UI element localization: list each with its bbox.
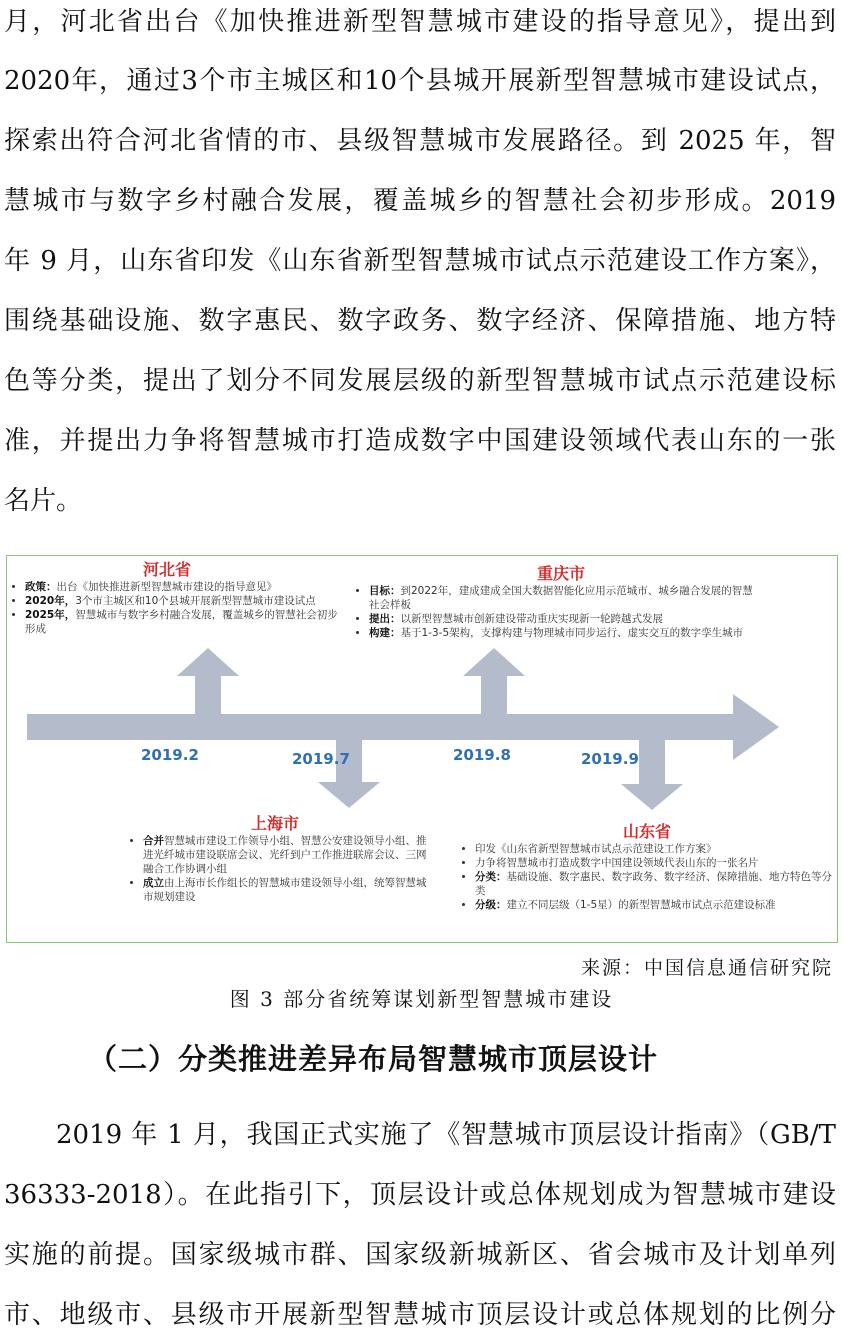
province-title: 重庆市 (537, 564, 586, 583)
up-arrow-hebei (177, 648, 239, 714)
date-label: 2019.2 (141, 746, 199, 764)
timeline-figure (6, 555, 838, 943)
text-line: 围绕基础设施、数字惠民、数字政务、数字经济、保障措施、地方特 (4, 306, 836, 336)
text-line: 色等分类，提出了划分不同发展层级的新型智慧城市试点示范建设标 (4, 366, 836, 396)
text-line: 探索出符合河北省情的市、县级智慧城市发展路径。到 2025 年，智 (4, 126, 836, 156)
list-item: • 分级：建立不同层级（1-5星）的新型智慧城市试点示范建设标准 (475, 898, 833, 912)
list-item: • 分类：基础设施、数字惠民、数字政务、数字经济、保障措施、地方特色等分类 (475, 870, 833, 898)
list-item: • 印发《山东省新型智慧城市试点示范建设工作方案》 (475, 842, 833, 856)
text-line: 2019 年 1 月，我国正式实施了《智慧城市顶层设计指南》（GB/T (56, 1120, 836, 1150)
province-title: 山东省 (623, 822, 672, 841)
up-arrow-chongqing (463, 648, 525, 714)
text-line: 市、地级市、县级市开展新型智慧城市顶层设计或总体规划的比例分 (4, 1300, 836, 1330)
date-label: 2019.8 (453, 746, 511, 764)
main-timeline-arrow (27, 694, 779, 760)
figure-caption: 图 3 部分省统筹谋划新型智慧城市建设 (229, 987, 614, 1011)
text-line: 2020年，通过3个市主城区和10个县城开展新型智慧城市建设试点， (4, 66, 836, 96)
list-item: • 成立由上海市长作组长的智慧城市建设领导小组，统筹智慧城市规划建设 (143, 876, 431, 904)
province-title: 上海市 (251, 814, 300, 833)
list-item: • 2020年，3个市主城区和10个县城开展新型智慧城市建设试点 (25, 594, 343, 608)
list-item: • 2025年，智慧城市与数字乡村融合发展，覆盖城乡的智慧社会初步形成 (25, 608, 343, 636)
list-item: • 目标：到2022年，建成建成全国大数据智能化应用示范城市、城乡融合发展的智慧社会样板 (369, 584, 762, 612)
hebei-box (13, 560, 343, 636)
list-item: • 政策：出台《加快推进新型智慧城市建设的指导意见》 (25, 580, 343, 594)
section-heading: （二）分类推进差异布局智慧城市顶层设计 (88, 1042, 659, 1076)
chongqing-box (357, 564, 762, 640)
text-line: 实施的前提。国家级城市群、国家级新城新区、省会城市及计划单列 (4, 1240, 836, 1270)
shandong-box (463, 822, 833, 912)
text-line: 名片。 (4, 486, 83, 516)
date-label: 2019.9 (581, 750, 639, 768)
date-label: 2019.7 (292, 750, 350, 768)
figure-source: 来源：中国信息通信研究院 (580, 957, 833, 979)
list-item: • 构建：基于1-3-5架构，支撑构建与物理城市同步运行、虚实交互的数字孪生城市 (369, 626, 762, 640)
text-line: 年 9 月，山东省印发《山东省新型智慧城市试点示范建设工作方案》， (4, 246, 836, 276)
list-item: • 提出：以新型智慧城市创新建设带动重庆实现新一轮跨越式发展 (369, 612, 762, 626)
province-title: 河北省 (143, 560, 192, 579)
shanghai-box (131, 814, 431, 904)
text-line: 慧城市与数字乡村融合发展，覆盖城乡的智慧社会初步形成。2019 (4, 186, 836, 216)
text-line: 月，河北省出台《加快推进新型智慧城市建设的指导意见》，提出到 (4, 7, 836, 37)
text-line: 准，并提出力争将智慧城市打造成数字中国建设领域代表山东的一张 (4, 426, 836, 456)
list-item: • 力争将智慧城市打造成数字中国建设领域代表山东的一张名片 (475, 856, 833, 870)
text-line: 36333-2018）。在此指引下，顶层设计或总体规划成为智慧城市建设 (4, 1180, 836, 1210)
list-item: • 合并智慧城市建设工作领导小组、智慧公安建设领导小组、推进光纤城市建设联席会议、光纤到户工作推进联席会议、三网融合工作协调小组 (143, 834, 431, 876)
